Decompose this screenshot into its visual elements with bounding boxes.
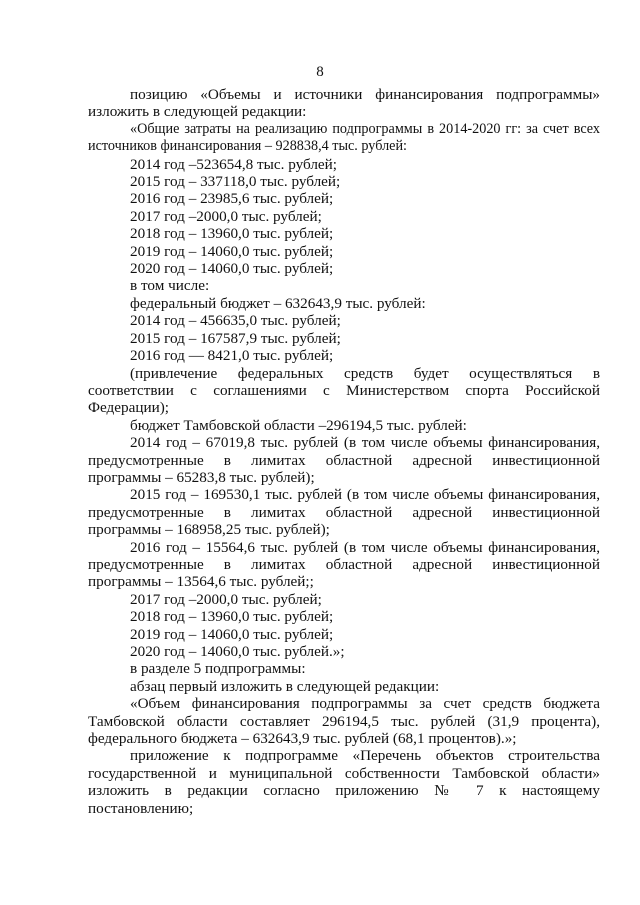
paragraph-continuation: программы – 65283,8 тыс. рублей); xyxy=(88,468,315,486)
budget-line: 2014 год –523654,8 тыс. рублей; xyxy=(130,155,338,173)
budget-line: 2016 год — 8421,0 тыс. рублей; xyxy=(130,347,334,365)
paragraph-continuation: Тамбовской области составляет 296194,5 тыс. рублей (31,9 процента), xyxy=(88,712,600,730)
paragraph: «Объем финансирования подпрограммы за счет средств бюджета xyxy=(130,695,600,713)
budget-line: 2019 год – 14060,0 тыс. рублей; xyxy=(130,625,334,643)
budget-line: 2020 год – 14060,0 тыс. рублей.»; xyxy=(130,643,345,660)
budget-line: 2015 год – 167587,9 тыс. рублей; xyxy=(130,329,341,347)
budget-line: 2018 год – 13960,0 тыс. рублей; xyxy=(130,225,334,243)
paragraph: (привлечение федеральных средств будет осуществляться в xyxy=(130,364,600,382)
paragraph: бюджет Тамбовской области –296194,5 тыс. рублей: xyxy=(130,416,467,434)
paragraph-continuation: предусмотренные в лимитах областной адресной инвестиционной xyxy=(88,555,600,573)
paragraph: позицию «Объемы и источники финансирования подпрограммы» xyxy=(130,86,600,103)
paragraph-continuation: изложить в редакции согласно приложению № 7 к настоящему xyxy=(88,782,600,800)
paragraph-continuation: программы – 13564,6 тыс. рублей;; xyxy=(88,573,314,591)
budget-line: 2014 год – 456635,0 тыс. рублей; xyxy=(130,312,341,330)
paragraph-continuation: государственной и муниципальной собственности Тамбовской области» xyxy=(88,764,600,782)
paragraph-continuation: предусмотренные в лимитах областной адресной инвестиционной xyxy=(88,503,600,521)
paragraph-continuation: источников финансирования – 928838,4 тыс. рублей: xyxy=(88,138,407,155)
paragraph-continuation: соответствии с соглашениями с Министерством спорта Российской xyxy=(88,381,600,399)
budget-line: 2017 год –2000,0 тыс. рублей; xyxy=(130,207,322,225)
paragraph: абзац первый изложить в следующей редакции: xyxy=(130,677,440,695)
budget-line: 2016 год – 23985,6 тыс. рублей; xyxy=(130,190,334,208)
paragraph: «Общие затраты на реализацию подпрограммы в 2014-2020 гг: за счет всех xyxy=(130,120,600,137)
page-number: 8 xyxy=(316,64,324,80)
paragraph: в разделе 5 подпрограммы: xyxy=(130,660,306,678)
paragraph-continuation: постановлению; xyxy=(88,799,194,817)
budget-line: 2019 год – 14060,0 тыс. рублей; xyxy=(130,242,334,260)
paragraph: федеральный бюджет – 632643,9 тыс. рублей: xyxy=(130,294,426,312)
paragraph: 2016 год – 15564,6 тыс. рублей (в том числе объемы финансирования, xyxy=(130,538,600,556)
budget-line: 2015 год – 337118,0 тыс. рублей; xyxy=(130,173,341,191)
document-body xyxy=(88,86,600,817)
paragraph: 2014 год – 67019,8 тыс. рублей (в том числе объемы финансирования, xyxy=(130,434,600,452)
paragraph: 2015 год – 169530,1 тыс. рублей (в том числе объемы финансирования, xyxy=(130,486,600,504)
budget-line: 2018 год – 13960,0 тыс. рублей; xyxy=(130,608,334,626)
paragraph-continuation: программы – 168958,25 тыс. рублей); xyxy=(88,521,330,539)
paragraph-continuation: изложить в следующей редакции: xyxy=(88,103,307,121)
budget-line: 2020 год – 14060,0 тыс. рублей; xyxy=(130,260,334,278)
paragraph-continuation: предусмотренные в лимитах областной адресной инвестиционной xyxy=(88,451,600,469)
paragraph: в том числе: xyxy=(130,277,210,295)
paragraph-continuation: Федерации); xyxy=(88,399,170,417)
paragraph-continuation: федерального бюджета – 632643,9 тыс. рублей (68,1 процентов).»; xyxy=(88,730,517,748)
paragraph: приложение к подпрограмме «Перечень объектов строительства xyxy=(130,747,600,765)
budget-line: 2017 год –2000,0 тыс. рублей; xyxy=(130,590,322,608)
